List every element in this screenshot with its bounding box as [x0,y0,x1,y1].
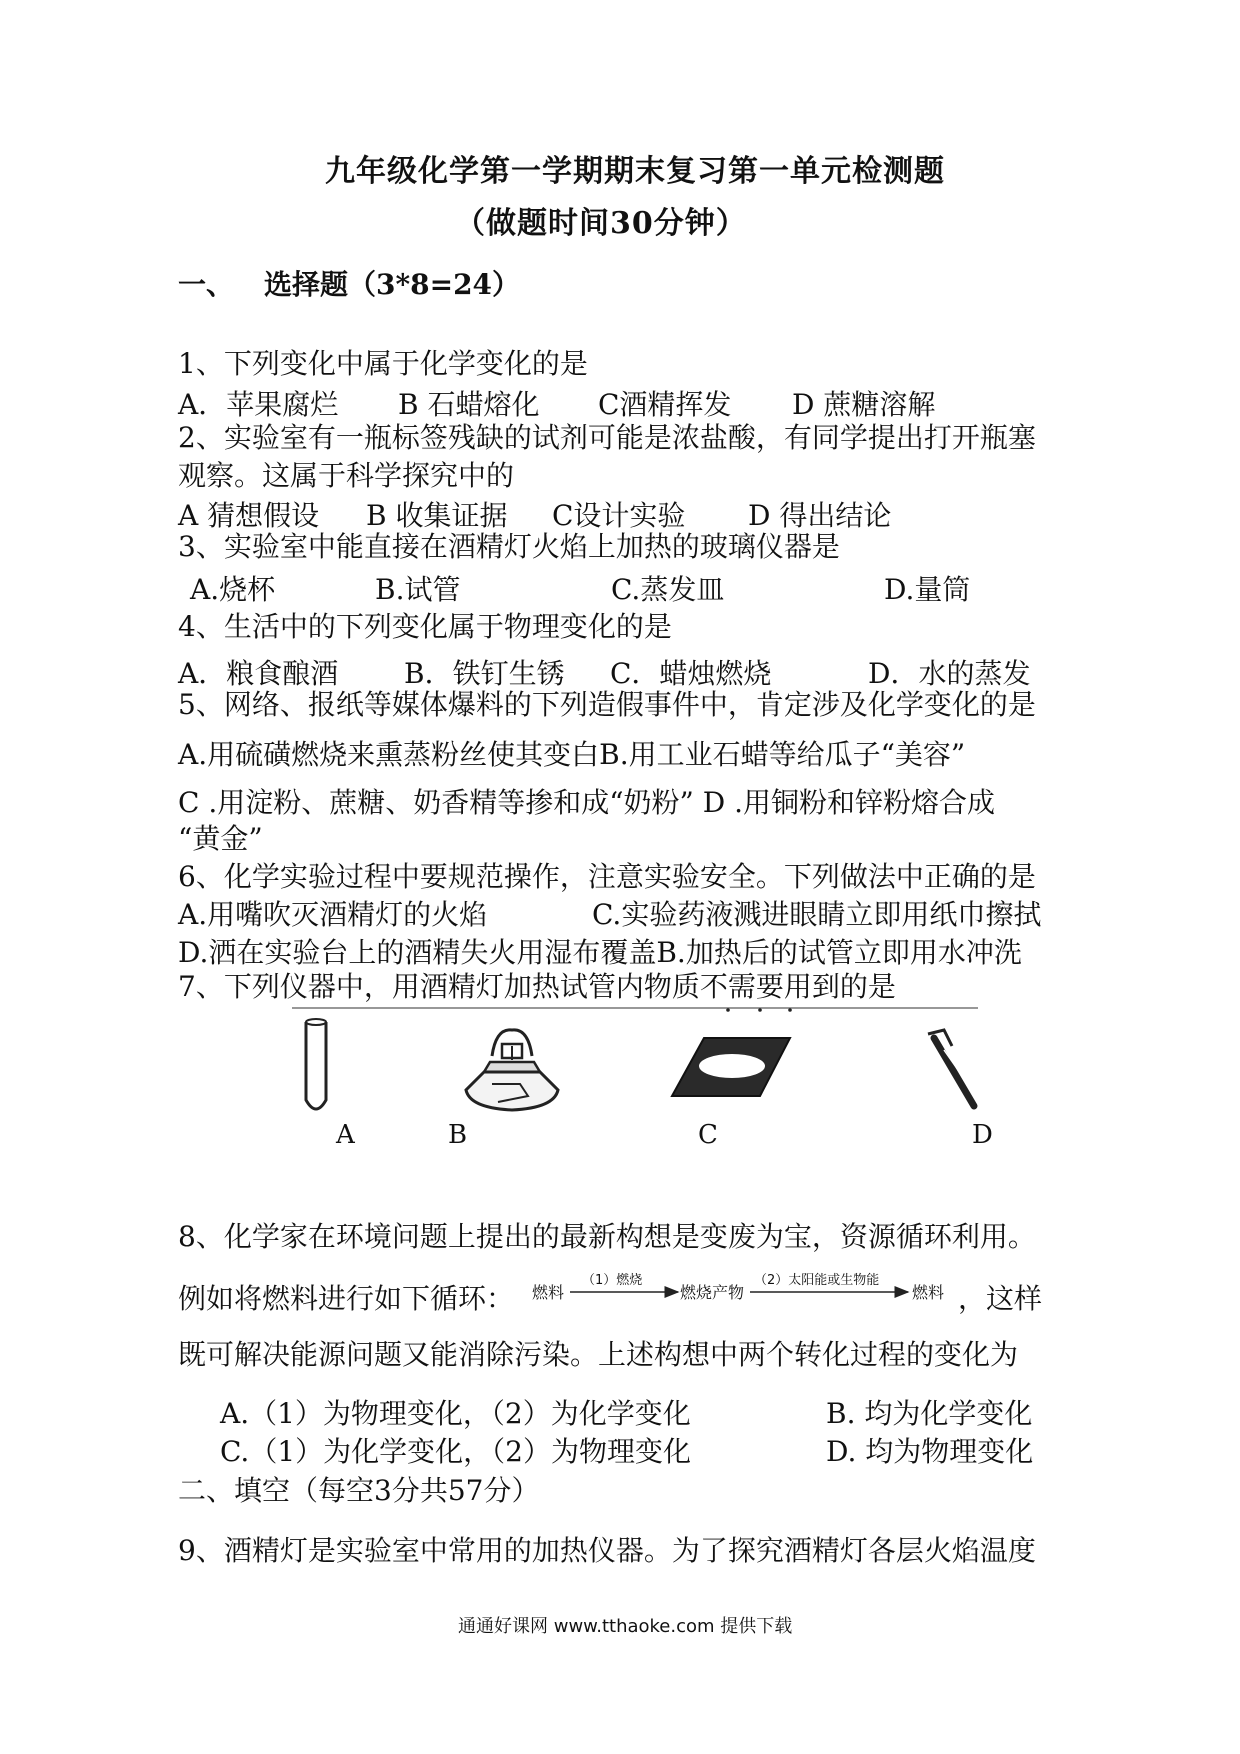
q8-option-c: C.（1）为化学变化，（2）为物理变化 [220,1435,691,1468]
q8-option-d: D. 均为物理变化 [826,1435,1034,1468]
q2-option-c: C设计实验 [552,499,686,532]
q2-option-d: D 得出结论 [748,499,892,532]
q8-cycle-diagram [532,1266,952,1316]
cycle-step1-label: （1）燃烧 [582,1273,643,1288]
q5-line1: A.用硫磺燃烧来熏蒸粉丝使其变白B.用工业石蜡等给瓜子“美容” [178,738,966,771]
q3-option-c: C.蒸发皿 [611,573,725,606]
cycle-step2-label: （2）太阳能或生物能 [754,1273,880,1288]
cycle-start-label: 燃料 [532,1283,565,1302]
q2-stem-line2: 观察。这属于科学探究中的 [178,459,515,492]
q1-option-a: A．苹果腐烂 [178,388,339,421]
q3-option-b: B.试管 [375,573,461,606]
q9-stem: 9、酒精灯是实验室中常用的加热仪器。为了探究酒精灯各层火焰温度 [178,1534,1036,1567]
gauze-mesh-icon [672,1038,790,1096]
q6-stem: 6、化学实验过程中要规范操作，注意实验安全。下列做法中正确的是 [178,860,1036,893]
q5-stem: 5、网络、报纸等媒体爆料的下列造假事件中，肯定涉及化学变化的是 [178,688,1036,721]
page-footer: 通通好课网 www.tthaoke.com 提供下载 [458,1616,793,1637]
q1-option-d: D 蔗糖溶解 [792,388,936,421]
q3-stem: 3、实验室中能直接在酒精灯火焰上加热的玻璃仪器是 [178,530,840,563]
q8-stem-line1: 8、化学家在环境问题上提出的最新构想是变废为宝，资源循环利用。 [178,1220,1036,1253]
section-2-title: 二、填空（每空3分共57分） [178,1474,540,1507]
test-tube-icon [306,1019,326,1109]
q8-option-b: B. 均为化学变化 [826,1397,1033,1430]
q7-label-c: C [698,1120,718,1150]
q5-line2: C .用淀粉、蔗糖、奶香精等掺和成“奶粉” D .用铜粉和锌粉熔合成 [178,786,996,819]
section-1-number: 一、 [178,268,235,301]
q2-option-b: B 收集证据 [366,499,508,532]
q4-option-a: A．粮食酿酒 [178,657,339,690]
q7-label-b: B [448,1120,468,1150]
tube-holder-icon [928,1030,974,1106]
q4-stem: 4、生活中的下列变化属于物理变化的是 [178,610,672,643]
q8-option-a: A.（1）为物理变化，（2）为化学变化 [220,1397,691,1430]
q1-option-b: B 石蜡熔化 [398,388,540,421]
q3-option-a: A.烧杯 [190,573,276,606]
q3-option-d: D.量筒 [884,573,971,606]
q6-line3: D.洒在实验台上的酒精失火用湿布覆盖B.加热后的试管立即用水冲洗 [178,936,1022,969]
q2-stem-line1: 2、实验室有一瓶标签残缺的试剂可能是浓盐酸，有同学提出打开瓶塞 [178,421,1036,454]
page-subtitle: （做题时间30分钟） [455,206,747,241]
q7-apparatus-figure [0,1000,1240,1180]
q8-stem-line2-prefix: 例如将燃料进行如下循环： [178,1282,515,1315]
q1-stem: 1、下列变化中属于化学变化的是 [178,347,588,380]
q7-stem: 7、下列仪器中，用酒精灯加热试管内物质不需要用到的是 [178,970,896,1003]
q7-label-d: D [972,1120,993,1150]
page-title: 九年级化学第一学期期末复习第一单元检测题 [325,154,945,189]
q5-line3: “黄金” [178,822,263,855]
alcohol-lamp-icon [466,1030,558,1110]
section-1-title: 选择题（3*8=24） [264,268,521,301]
q6-option-c: C.实验药液溅进眼睛立即用纸巾擦拭 [592,898,1042,931]
q1-option-c: C酒精挥发 [598,388,732,421]
q4-option-d: D．水的蒸发 [868,657,1031,690]
cycle-end-label: 燃料 [912,1283,945,1302]
q2-option-a: A 猜想假设 [178,499,320,532]
q6-option-a: A.用嘴吹灭酒精灯的火焰 [178,898,488,931]
q8-stem-line2-suffix: ，这样 [958,1282,1043,1315]
cycle-middle-label: 燃烧产物 [680,1283,745,1302]
q7-label-a: A [336,1120,355,1150]
q8-stem-line3: 既可解决能源问题又能消除污染。上述构想中两个转化过程的变化为 [178,1338,1019,1371]
q4-option-b: B．铁钉生锈 [404,657,565,690]
q4-option-c: C．蜡烛燃烧 [610,657,772,690]
